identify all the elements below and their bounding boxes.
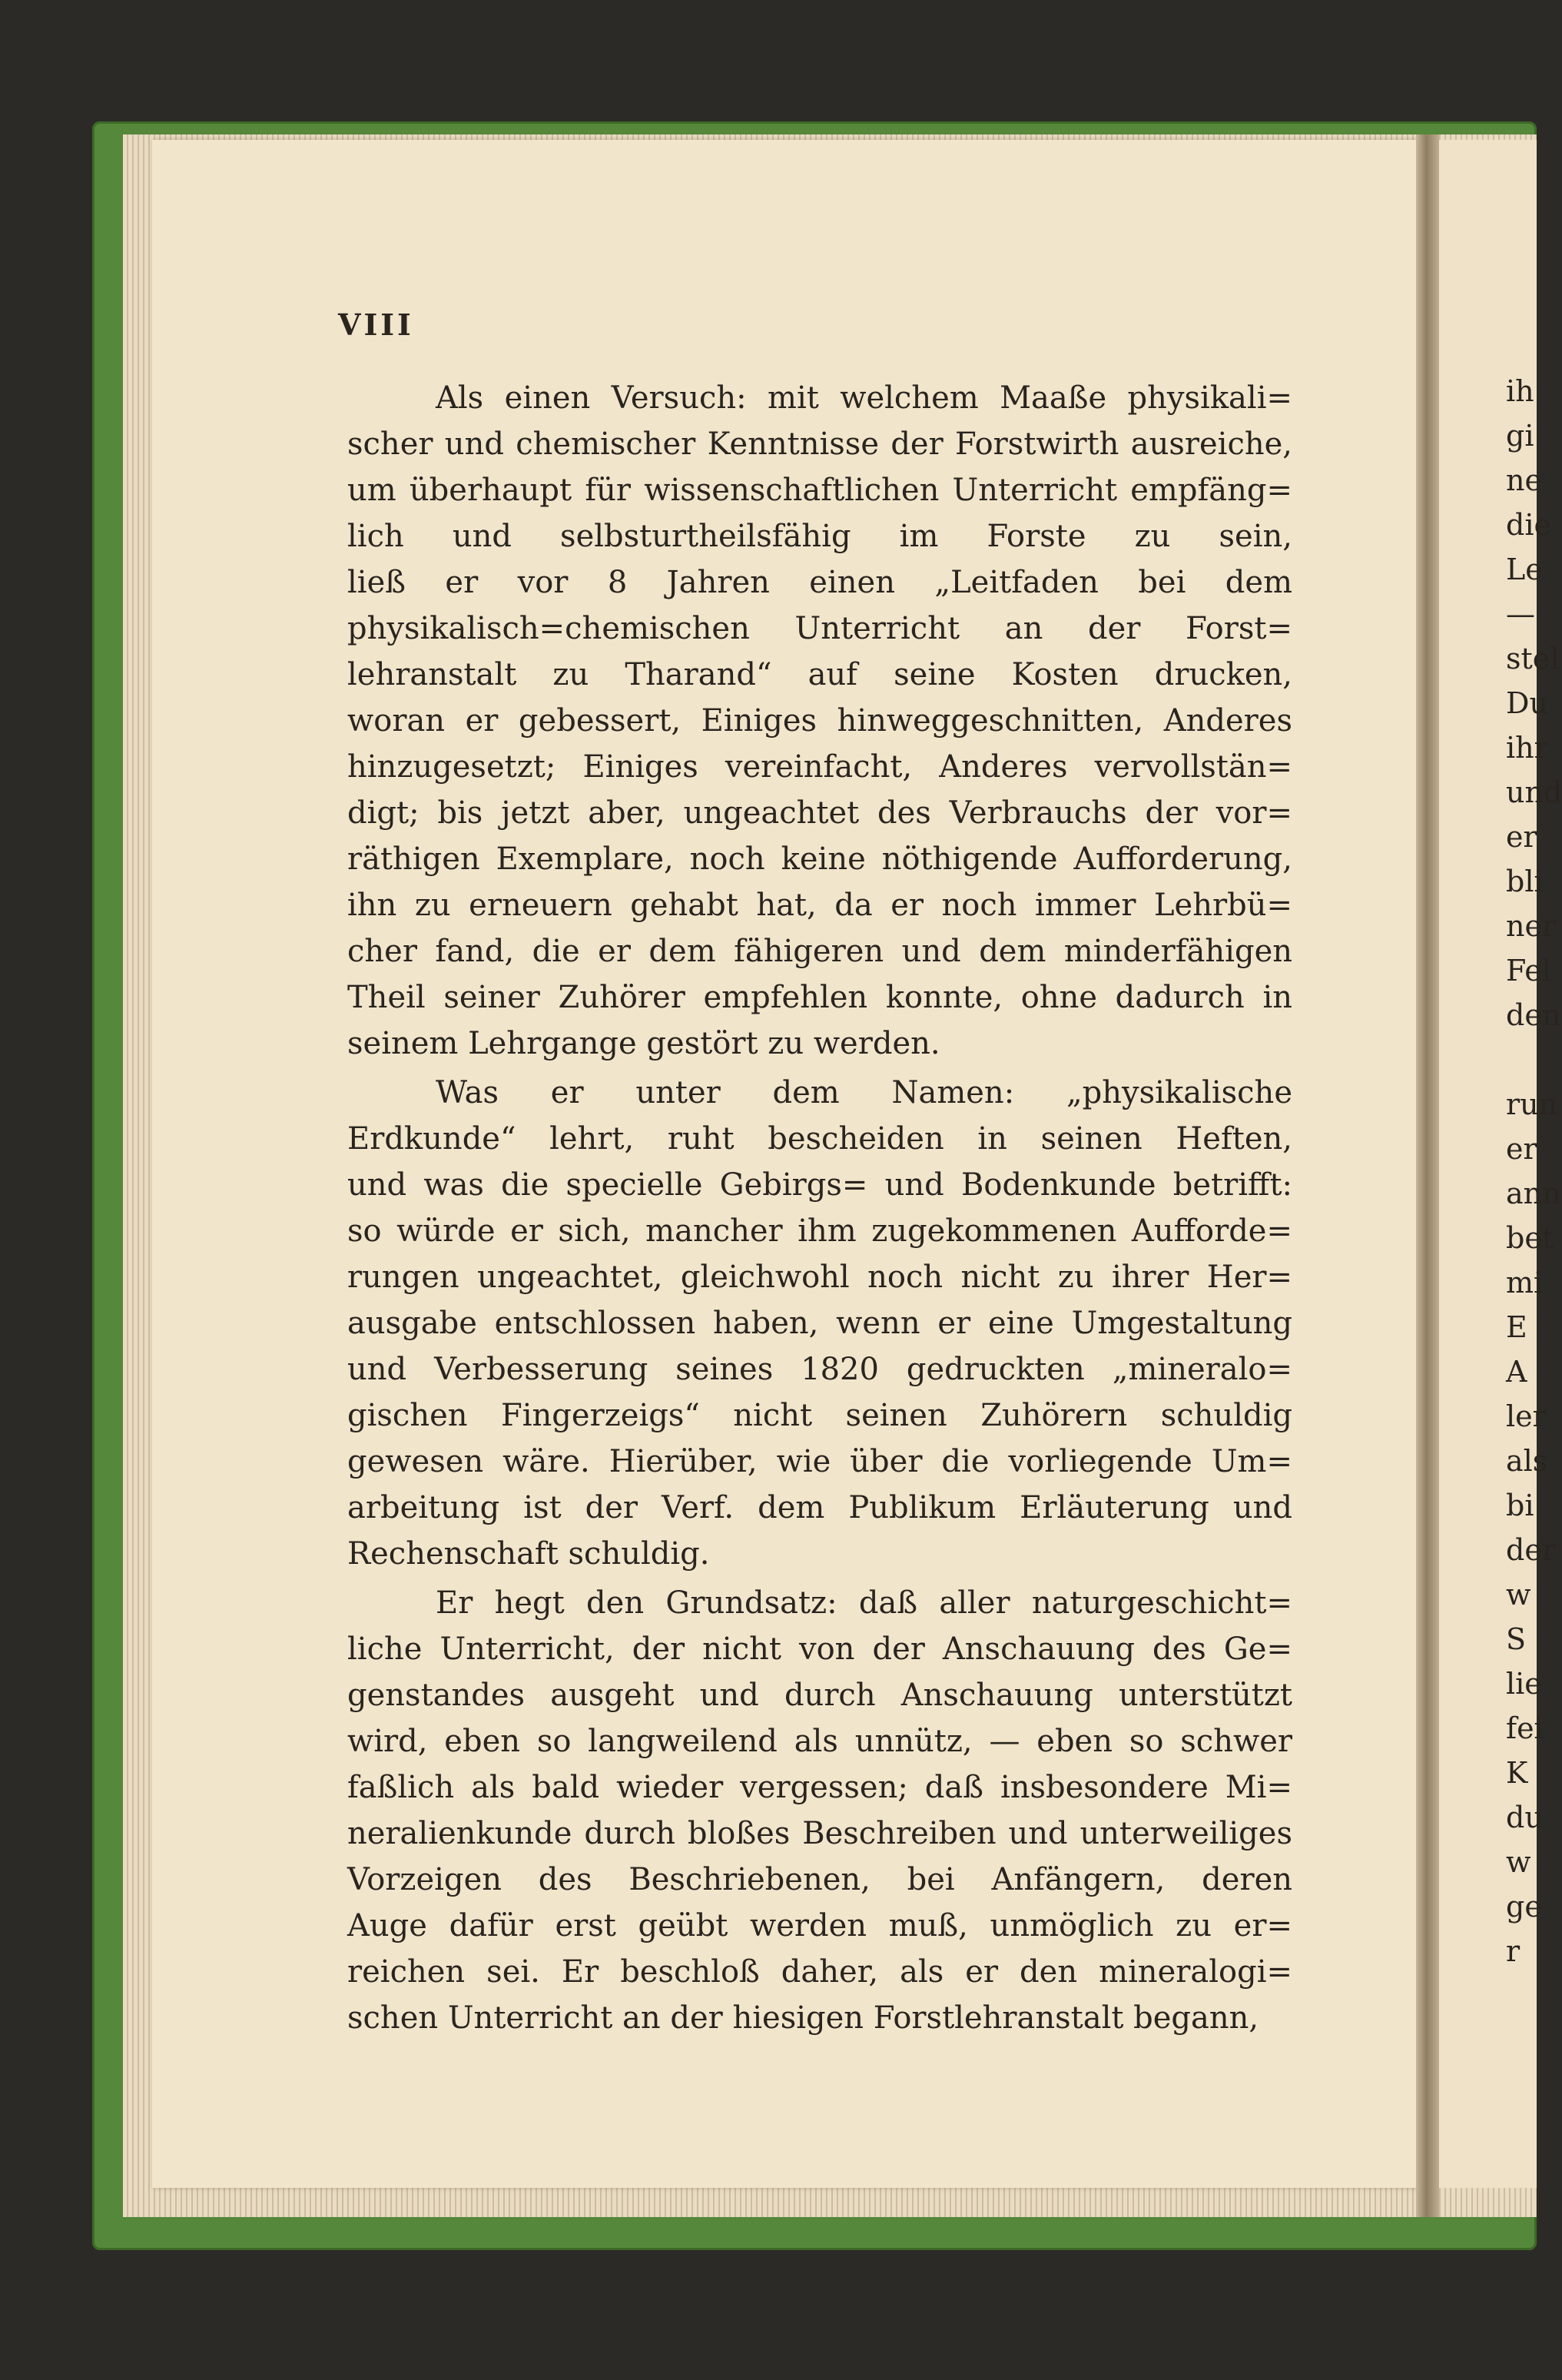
text-line: wird, eben so langweilend als unnütz, — eben so schwer — [347, 1724, 1292, 1759]
text-line: Vorzeigen des Beschriebenen, bei Anfängern, deren — [347, 1862, 1292, 1897]
text-line: Erdkunde“ lehrt, ruht bescheiden in seinen Heften, — [347, 1121, 1292, 1157]
facing-page-fragment — [1506, 1037, 1537, 1082]
text-line: gischen Fingerzeigs“ nicht seinen Zuhörern schuldig — [347, 1398, 1292, 1433]
text-line: physikalisch=chemischen Unterricht an der Forst= — [347, 611, 1292, 646]
facing-page-fragment: run — [1506, 1087, 1558, 1121]
body-text — [347, 375, 1292, 2044]
text-line: schen Unterricht an der hiesigen Forstlehranstalt begann, — [347, 2000, 1259, 2036]
facing-page-fragment: K — [1506, 1756, 1528, 1790]
facing-page-fragment: als — [1506, 1444, 1548, 1478]
text-line: scher und chemischer Kenntnisse der Forstwirth ausreiche, — [347, 427, 1292, 462]
facing-page-fragment: r — [1506, 1934, 1521, 1968]
text-line: Theil seiner Zuhörer empfehlen konnte, ohne dadurch in — [347, 980, 1292, 1015]
text-line: Was er unter dem Namen: „physikalische — [436, 1075, 1292, 1110]
facing-page-text-fragments — [1506, 369, 1562, 1973]
text-line: gewesen wäre. Hierüber, wie über die vorliegende Um= — [347, 1444, 1292, 1479]
text-line: liche Unterricht, der nicht von der Anschauung des Ge= — [347, 1631, 1292, 1667]
text-line: digt; bis jetzt aber, ungeachtet des Verbrauchs der vor= — [347, 795, 1292, 831]
facing-page-fragment: — — [1506, 597, 1535, 631]
paragraph — [347, 1580, 1292, 2041]
text-line: Rechenschaft schuldig. — [347, 1536, 710, 1572]
text-line: genstandes ausgeht und durch Anschauung unterstützt — [347, 1678, 1292, 1713]
text-line: neralienkunde durch bloßes Beschreiben und unterweiliges — [347, 1816, 1292, 1851]
text-line: ausgabe entschlossen haben, wenn er eine Umgestaltung — [347, 1306, 1292, 1341]
text-line: rungen ungeachtet, gleichwohl noch nicht zu ihrer Her= — [347, 1260, 1292, 1295]
text-line: ihn zu erneuern gehabt hat, da er noch immer Lehrbü= — [347, 888, 1292, 923]
facing-page-fragment: gi — [1506, 419, 1534, 453]
facing-page-fragment: S — [1506, 1622, 1527, 1656]
text-line: und Verbesserung seines 1820 gedruckten „mineralo= — [347, 1352, 1292, 1387]
text-line: arbeitung ist der Verf. dem Publikum Erläuterung und — [347, 1490, 1292, 1525]
facing-page-fragment: den — [1506, 998, 1561, 1032]
facing-page-fragment: die — [1506, 508, 1551, 542]
paragraph — [347, 375, 1292, 1067]
text-line: und was die specielle Gebirgs= und Bodenkunde betrifft: — [347, 1167, 1292, 1203]
facing-page-fragment: fei — [1506, 1711, 1544, 1745]
facing-page-fragment: ann — [1506, 1177, 1561, 1210]
text-line: ließ er vor 8 Jahren einen „Leitfaden bei dem — [347, 565, 1292, 600]
text-line: Als einen Versuch: mit welchem Maaße physikali= — [436, 380, 1292, 416]
facing-page-fragment: bli — [1506, 865, 1544, 898]
text-line: Auge dafür erst geübt werden muß, unmöglich zu er= — [347, 1908, 1292, 1944]
facing-page-fragment: mi — [1506, 1266, 1544, 1300]
text-line: Er hegt den Grundsatz: daß aller naturgeschicht= — [436, 1585, 1292, 1621]
facing-page-fragment: Fel — [1506, 954, 1551, 988]
facing-page-fragment: er — [1506, 1132, 1537, 1166]
text-line: so würde er sich, mancher ihm zugekommenen Aufforde= — [347, 1213, 1292, 1249]
text-line: lich und selbsturtheilsfähig im Forste zu sein, — [347, 519, 1292, 554]
text-line: lehranstalt zu Tharand“ auf seine Kosten drucken, — [347, 657, 1292, 692]
text-line: hinzugesetzt; Einiges vereinfacht, Anderes vervollstän= — [347, 749, 1292, 785]
text-line: seinem Lehrgange gestört zu werden. — [347, 1026, 940, 1061]
facing-page-fragment: du — [1506, 1801, 1544, 1834]
book-gutter — [1416, 134, 1439, 2217]
facing-page-fragment: E — [1506, 1310, 1527, 1344]
facing-page-fragment: ler — [1506, 1399, 1547, 1433]
facing-page-fragment: ner — [1506, 909, 1557, 943]
facing-page-fragment: ihr — [1506, 731, 1548, 765]
facing-page-fragment: Le — [1506, 553, 1543, 586]
facing-page-fragment: Du — [1506, 686, 1548, 720]
facing-page-fragment: bi — [1506, 1489, 1534, 1522]
text-line: woran er gebessert, Einiges hinweggeschnitten, Anderes — [347, 703, 1292, 739]
text-line: um überhaupt für wissenschaftlichen Unterricht empfäng= — [347, 473, 1292, 508]
facing-page-fragment: er — [1506, 820, 1537, 854]
facing-page-fragment: und — [1506, 775, 1562, 809]
facing-page-fragment: ge — [1506, 1890, 1542, 1924]
text-line: räthigen Exemplare, noch keine nöthigende Aufforderung, — [347, 841, 1292, 877]
text-line: reichen sei. Er beschloß daher, als er den mineralogi= — [347, 1954, 1292, 1990]
page-number: VIII — [338, 307, 414, 342]
facing-page-fragment: der — [1506, 1533, 1556, 1567]
facing-page-fragment: lie — [1506, 1667, 1542, 1701]
text-line: faßlich als bald wieder vergessen; daß insbesondere Mi= — [347, 1770, 1292, 1805]
facing-page-fragment: ih — [1506, 374, 1534, 408]
facing-page-fragment: A — [1506, 1355, 1527, 1389]
facing-page-fragment: bet — [1506, 1221, 1554, 1255]
text-line: cher fand, die er dem fähigeren und dem minderfähigen — [347, 934, 1292, 969]
facing-page-fragment: w — [1506, 1845, 1531, 1879]
facing-page-fragment: stel — [1506, 642, 1560, 675]
paragraph — [347, 1070, 1292, 1577]
facing-page-fragment: ne — [1506, 463, 1542, 497]
facing-page-fragment: w — [1506, 1578, 1531, 1612]
